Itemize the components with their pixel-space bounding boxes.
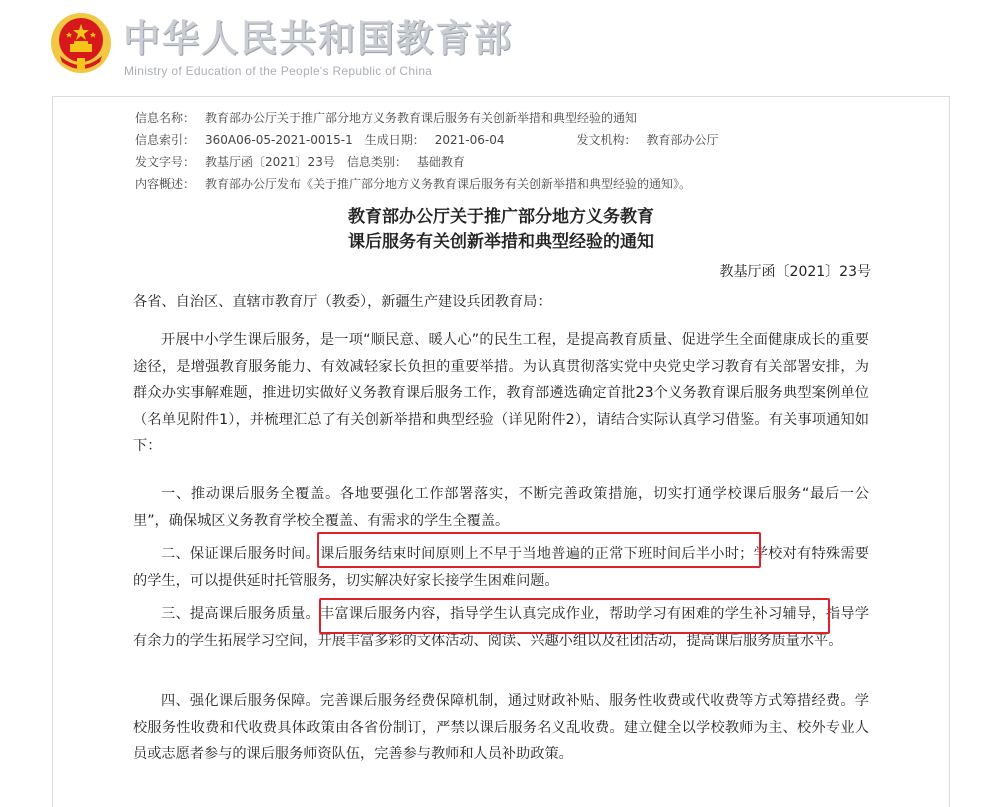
highlight-box-service-time xyxy=(317,532,761,568)
meta-category-label: 信息类别： xyxy=(346,155,407,169)
meta-issuer-label: 发文机构： xyxy=(576,133,637,147)
meta-index-value: 360A06-05-2021-0015-1 xyxy=(205,133,353,147)
meta-summary-value: 教育部办公厅发布《关于推广部分地方义务教育课后服务有关创新举措和典型经验的通知》。 xyxy=(205,177,692,191)
meta-row-name xyxy=(135,107,895,129)
site-header xyxy=(0,0,1000,90)
meta-docno-label: 发文字号： xyxy=(135,155,196,169)
meta-summary-label: 内容概述： xyxy=(135,177,196,191)
paragraph-item-2: 二、保证课后服务时间。课后服务结束时间原则上不早于当地普遍的正常下班时间后半小时；学校对有特殊需要的学生，可以提供延时托管服务，切实解决好家长接学生困难问题。 xyxy=(133,546,869,589)
paragraph-item-3: 三、提高课后服务质量。丰富课后服务内容，指导学生认真完成作业，帮助学习有困难的学生补习辅导，指导学有余力的学生拓展学习空间，开展丰富多彩的文体活动、阅读、兴趣小组以及社团活动，提高课后服务质量水平。 xyxy=(133,606,869,649)
paragraph-item-1: 一、推动课后服务全覆盖。各地要强化工作部署落实，不断完善政策措施，切实打通学校课后服务“最后一公里”，确保城区义务教育学校全覆盖、有需求的学生全覆盖。 xyxy=(133,486,869,529)
meta-index-label: 信息索引： xyxy=(135,133,196,147)
meta-date-value: 2021-06-04 xyxy=(434,133,505,147)
article-panel xyxy=(52,96,950,807)
highlight-box-service-quality xyxy=(319,598,830,634)
national-emblem-icon xyxy=(50,12,112,74)
meta-row-index xyxy=(135,129,895,151)
meta-row-summary xyxy=(135,173,895,195)
paragraph-intro: 开展中小学生课后服务，是一项“顺民意、暖人心”的民生工程，是提高教育质量、促进学生全面健康成长的重要途径，是增强教育服务能力、有效减轻家长负担的重要举措。为认真贯彻落实党中央党史学习教育有关部署安排，为群众办实事解难题，推进切实做好义务教育课后服务工作，教育部遴选确定首批23个义务教育课后服务典型案例单位（名单见附件1），并梳理汇总了有关创新举措和典型经验（详见附件2），请结合实际认真学习借鉴。有关事项通知如下： xyxy=(133,332,869,454)
meta-date-label: 生成日期： xyxy=(364,133,425,147)
meta-row-docno xyxy=(135,151,895,173)
salutation: 各省、自治区、直辖市教育厅（教委），新疆生产建设兵团教育局： xyxy=(133,294,552,310)
site-title-en: Ministry of Education of the People's Republic of China xyxy=(124,64,433,78)
document-number: 教基厅函〔2021〕23号 xyxy=(719,264,871,280)
meta-name-value: 教育部办公厅关于推广部分地方义务教育课后服务有关创新举措和典型经验的通知 xyxy=(205,111,638,125)
site-title-cn: 中华人民共和国教育部 xyxy=(123,17,513,60)
document-metadata xyxy=(135,107,895,195)
paragraph-item-4: 四、强化课后服务保障。完善课后服务经费保障机制，通过财政补贴、服务性收费或代收费等方式筹措经费。学校服务性收费和代收费具体政策由各省份制订，严禁以课后服务名义乱收费。建立健全以学校教师为主、校外专业人员或志愿者参与的课后服务师资队伍，完善参与教师和人员补助政策。 xyxy=(133,693,869,762)
meta-name-label: 信息名称： xyxy=(135,111,196,125)
meta-issuer-value: 教育部办公厅 xyxy=(646,133,719,147)
document-title-line1: 教育部办公厅关于推广部分地方义务教育 xyxy=(348,207,654,227)
meta-docno-value: 教基厅函〔2021〕23号 xyxy=(205,155,335,169)
document-title-line2: 课后服务有关创新举措和典型经验的通知 xyxy=(348,232,654,252)
meta-category-value: 基础教育 xyxy=(416,155,465,169)
